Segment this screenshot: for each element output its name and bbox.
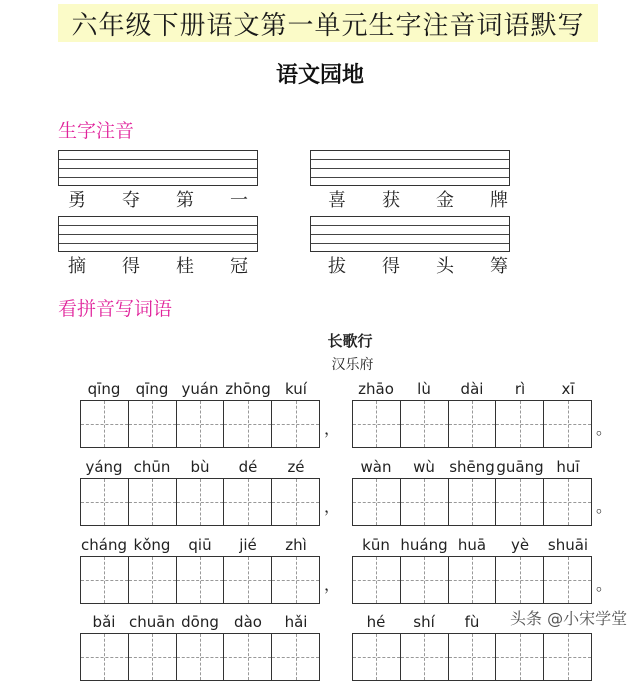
pinyin-syllable: bù [190, 458, 210, 476]
poem-title: 长歌行 [327, 332, 373, 350]
pinyin-syllable: yuán [181, 380, 219, 398]
character: 勇 [68, 190, 86, 211]
writing-grid[interactable] [80, 400, 320, 448]
writing-grid[interactable] [352, 633, 592, 681]
pinyin-syllable: zé [287, 458, 305, 476]
pinyin-syllable: shí [413, 613, 435, 631]
pinyin-syllable: rì [514, 380, 526, 398]
pinyin-syllable: zhōng [225, 380, 271, 398]
pinyin-syllable: qīng [87, 380, 121, 398]
pinyin-syllable: chūn [133, 458, 171, 476]
character: 得 [122, 256, 140, 277]
character: 牌 [490, 190, 508, 211]
pinyin-syllable: huáng [400, 536, 448, 554]
writing-grid[interactable] [80, 633, 320, 681]
character: 得 [382, 256, 400, 277]
pinyin-syllable: bǎi [92, 613, 116, 631]
punctuation-comma: ， [324, 419, 341, 438]
pinyin-syllable: dōng [181, 613, 219, 631]
pinyin-syllable: hé [366, 613, 386, 631]
pinyin-writing-box[interactable] [310, 150, 510, 186]
pinyin-syllable: guāng [496, 458, 544, 476]
poem-author: 汉乐府 [331, 357, 374, 373]
pinyin-writing-box[interactable] [310, 216, 510, 252]
character: 拔 [328, 256, 346, 277]
writing-grid[interactable] [80, 478, 320, 526]
pinyin-syllable: shuāi [547, 536, 589, 554]
character-row [58, 186, 258, 212]
pinyin-syllable: chuān [129, 613, 175, 631]
character-row [58, 252, 258, 278]
pinyin-syllable: qīng [135, 380, 169, 398]
pinyin-syllable: yè [510, 536, 530, 554]
pinyin-syllable: shēng [449, 458, 495, 476]
punctuation-comma: ， [324, 497, 341, 516]
pinyin-syllable: zhì [285, 536, 307, 554]
worksheet-banner-title: 六年级下册语文第一单元生字注音词语默写 [58, 4, 598, 42]
pinyin-syllable: zhāo [358, 380, 394, 398]
character: 获 [382, 190, 400, 211]
pinyin-writing-box[interactable] [58, 216, 258, 252]
writing-grid[interactable] [80, 556, 320, 604]
pinyin-syllable: dé [238, 458, 258, 476]
pinyin-syllable: xī [561, 380, 575, 398]
section-heading-pinyin: 生字注音 [58, 120, 135, 142]
pinyin-writing-box[interactable] [58, 150, 258, 186]
character: 金 [436, 190, 454, 211]
page-title: 语文园地 [275, 62, 364, 88]
character-row [318, 252, 518, 278]
pinyin-syllable: huā [457, 536, 487, 554]
character: 桂 [176, 256, 194, 277]
character: 筹 [490, 256, 508, 277]
pinyin-syllable: yáng [85, 458, 123, 476]
character: 一 [230, 190, 248, 211]
pinyin-syllable: jié [239, 536, 257, 554]
pinyin-syllable: wù [413, 458, 435, 476]
writing-grid[interactable] [352, 400, 592, 448]
punctuation-period: 。 [596, 575, 613, 594]
writing-grid[interactable] [352, 556, 592, 604]
pinyin-syllable: kǒng [133, 536, 171, 554]
character: 冠 [230, 256, 248, 277]
pinyin-syllable: hǎi [284, 613, 308, 631]
writing-grid[interactable] [352, 478, 592, 526]
character-row [318, 186, 518, 212]
character: 头 [436, 256, 454, 277]
punctuation-period: 。 [596, 419, 613, 438]
pinyin-syllable: dài [460, 380, 484, 398]
punctuation-period: 。 [596, 497, 613, 516]
pinyin-syllable: kuí [285, 380, 307, 398]
pinyin-syllable: wàn [360, 458, 392, 476]
pinyin-syllable: fù [464, 613, 480, 631]
source-watermark: 头条 @小宋学堂 [510, 609, 628, 628]
pinyin-syllable: cháng [81, 536, 127, 554]
punctuation-comma: ， [324, 575, 341, 594]
section-heading-dictation: 看拼音写词语 [58, 298, 173, 320]
pinyin-syllable: kūn [362, 536, 390, 554]
character: 夺 [122, 190, 140, 211]
character: 第 [176, 190, 194, 211]
pinyin-syllable: qiū [188, 536, 212, 554]
pinyin-syllable: dào [234, 613, 262, 631]
character: 摘 [68, 256, 86, 277]
character: 喜 [328, 190, 346, 211]
pinyin-syllable: lù [417, 380, 431, 398]
pinyin-syllable: huī [556, 458, 580, 476]
